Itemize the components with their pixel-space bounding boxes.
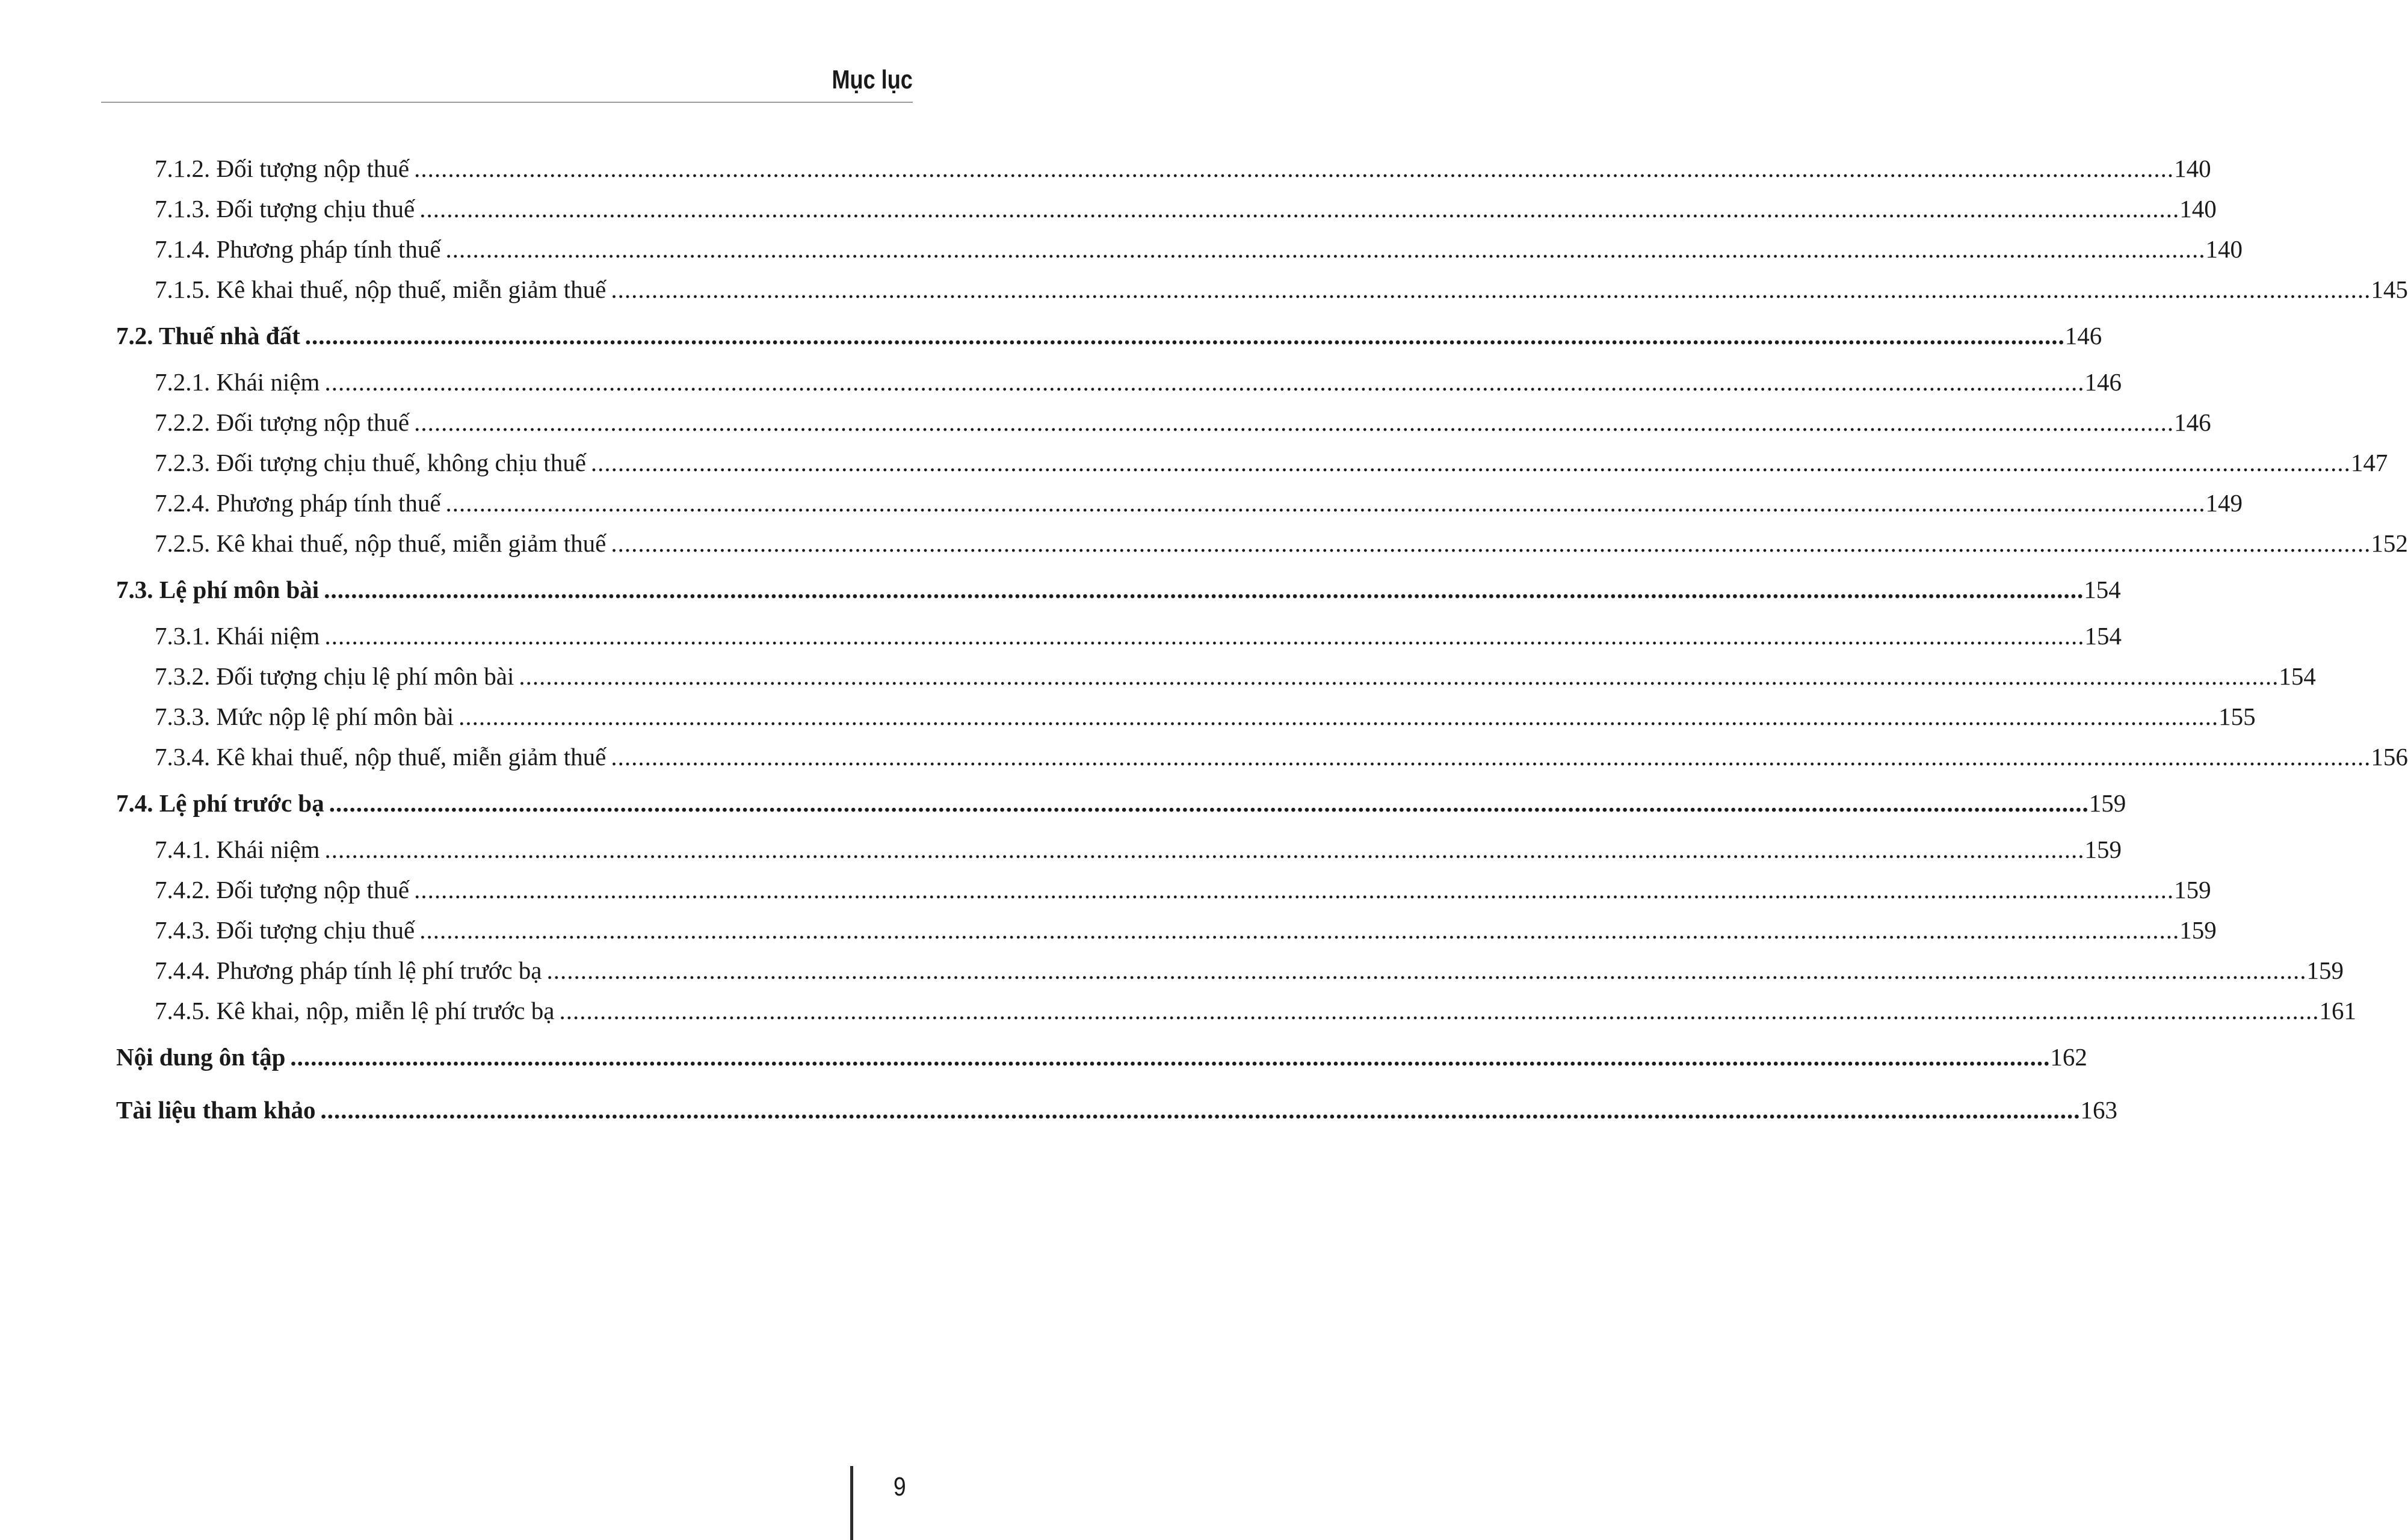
table-of-contents bbox=[116, 153, 2408, 1141]
toc-entry[interactable] bbox=[116, 955, 2344, 985]
toc-entry-page: 152 bbox=[2371, 529, 2408, 557]
toc-entry[interactable] bbox=[116, 407, 2211, 437]
toc-entry[interactable] bbox=[116, 234, 2243, 264]
toc-entry[interactable] bbox=[116, 621, 2122, 651]
dot-leader: .................................................................................................................................................................................................................................................................... bbox=[324, 622, 2085, 650]
toc-entry-page: 156 bbox=[2371, 743, 2408, 771]
toc-entry-label: 7.3.4. Kê khai thuế, nộp thuế, miễn giảm thuế bbox=[155, 742, 611, 772]
dot-leader: .................................................................................................................................................................................................................................................................... bbox=[414, 876, 2175, 904]
dot-leader: .................................................................................................................................................................................................................................................................... bbox=[611, 276, 2371, 303]
toc-entry-page: 159 bbox=[2306, 956, 2344, 984]
toc-entry-page: 154 bbox=[2084, 576, 2121, 603]
dot-leader: .................................................................................................................................................................................................................................................................... bbox=[445, 235, 2206, 263]
toc-entry[interactable] bbox=[116, 528, 2408, 558]
toc-entry-page: 159 bbox=[2179, 916, 2217, 944]
toc-entry-label: 7.3.1. Khái niệm bbox=[155, 621, 324, 651]
toc-entry-page: 146 bbox=[2084, 368, 2122, 396]
toc-entry-page: 162 bbox=[2050, 1043, 2087, 1071]
toc-entry-label: 7.3.3. Mức nộp lệ phí môn bài bbox=[155, 701, 458, 732]
toc-section-entry[interactable] bbox=[116, 574, 2121, 605]
footer-vertical-rule bbox=[850, 1466, 853, 1540]
dot-leader: .................................................................................................................................................................................................................................................................... bbox=[324, 576, 2084, 603]
toc-entry[interactable] bbox=[116, 742, 2408, 772]
toc-entry-label: 7.2.2. Đối tượng nộp thuế bbox=[155, 407, 414, 437]
dot-leader: .................................................................................................................................................................................................................................................................... bbox=[445, 489, 2206, 517]
dot-leader: .................................................................................................................................................................................................................................................................... bbox=[414, 408, 2175, 436]
toc-entry[interactable] bbox=[116, 194, 2217, 224]
dot-leader: .................................................................................................................................................................................................................................................................... bbox=[290, 1043, 2051, 1071]
toc-entry[interactable] bbox=[116, 915, 2217, 945]
toc-entry-label: 7.1.5. Kê khai thuế, nộp thuế, miễn giảm thuế bbox=[155, 274, 611, 304]
toc-entry[interactable] bbox=[116, 448, 2388, 478]
toc-entry-page: 140 bbox=[2179, 195, 2217, 223]
dot-leader: .................................................................................................................................................................................................................................................................... bbox=[419, 195, 2180, 223]
toc-entry-label: 7.3.2. Đối tượng chịu lệ phí môn bài bbox=[155, 661, 519, 691]
toc-entry-label: Tài liệu tham khảo bbox=[116, 1095, 320, 1125]
toc-entry-page: 154 bbox=[2084, 622, 2122, 650]
toc-entry-label: 7.4.3. Đối tượng chịu thuế bbox=[155, 915, 419, 945]
toc-entry[interactable] bbox=[116, 661, 2316, 691]
dot-leader: .................................................................................................................................................................................................................................................................... bbox=[590, 449, 2351, 476]
toc-entry[interactable] bbox=[116, 834, 2122, 864]
toc-entry-label: 7.1.4. Phương pháp tính thuế bbox=[155, 234, 446, 264]
dot-leader: .................................................................................................................................................................................................................................................................... bbox=[519, 662, 2279, 690]
toc-section-entry[interactable] bbox=[116, 788, 2126, 818]
toc-section-entry[interactable] bbox=[116, 321, 2102, 351]
toc-entry[interactable] bbox=[116, 488, 2243, 518]
toc-entry-label: 7.4.4. Phương pháp tính lệ phí trước bạ bbox=[155, 955, 547, 985]
toc-entry-label: 7.2.5. Kê khai thuế, nộp thuế, miễn giảm thuế bbox=[155, 528, 611, 558]
dot-leader: .................................................................................................................................................................................................................................................................... bbox=[324, 836, 2085, 863]
header-rule bbox=[101, 102, 913, 103]
toc-entry-page: 140 bbox=[2174, 155, 2211, 182]
toc-entry-page: 146 bbox=[2174, 408, 2211, 436]
dot-leader: .................................................................................................................................................................................................................................................................... bbox=[419, 916, 2180, 944]
toc-entry-page: 159 bbox=[2174, 876, 2211, 904]
toc-entry[interactable] bbox=[116, 274, 2408, 304]
toc-entry-page: 146 bbox=[2064, 322, 2102, 350]
toc-entry-label: 7.3. Lệ phí môn bài bbox=[116, 574, 324, 605]
toc-entry-label: 7.1.2. Đối tượng nộp thuế bbox=[155, 153, 414, 183]
toc-entry-label: 7.4. Lệ phí trước bạ bbox=[116, 788, 329, 818]
toc-entry-page: 140 bbox=[2205, 235, 2243, 263]
toc-entry-page: 154 bbox=[2279, 662, 2316, 690]
dot-leader: .................................................................................................................................................................................................................................................................... bbox=[329, 789, 2089, 817]
toc-entry-label: 7.1.3. Đối tượng chịu thuế bbox=[155, 194, 419, 224]
toc-entry-page: 155 bbox=[2218, 703, 2256, 730]
toc-entry[interactable] bbox=[116, 875, 2211, 905]
dot-leader: .................................................................................................................................................................................................................................................................... bbox=[414, 155, 2175, 182]
dot-leader: .................................................................................................................................................................................................................................................................... bbox=[559, 997, 2320, 1024]
toc-entry-label: 7.4.5. Kê khai, nộp, miễn lệ phí trước bạ bbox=[155, 996, 559, 1026]
toc-entry-page: 163 bbox=[2080, 1096, 2117, 1124]
toc-entry-page: 159 bbox=[2084, 836, 2122, 863]
toc-entry-label: 7.4.1. Khái niệm bbox=[155, 834, 324, 864]
dot-leader: .................................................................................................................................................................................................................................................................... bbox=[320, 1096, 2081, 1124]
toc-section-entry[interactable] bbox=[116, 1042, 2087, 1072]
dot-leader: .................................................................................................................................................................................................................................................................... bbox=[611, 743, 2371, 771]
toc-entry-page: 161 bbox=[2319, 997, 2356, 1024]
toc-section-entry[interactable] bbox=[116, 1095, 2117, 1125]
dot-leader: .................................................................................................................................................................................................................................................................... bbox=[458, 703, 2219, 730]
toc-entry-label: 7.4.2. Đối tượng nộp thuế bbox=[155, 875, 414, 905]
toc-entry-label: 7.2. Thuế nhà đất bbox=[116, 321, 305, 351]
toc-entry-page: 145 bbox=[2371, 276, 2408, 303]
toc-entry[interactable] bbox=[116, 996, 2356, 1026]
toc-entry-label: Nội dung ôn tập bbox=[116, 1042, 290, 1072]
toc-entry[interactable] bbox=[116, 701, 2256, 732]
dot-leader: .................................................................................................................................................................................................................................................................... bbox=[611, 529, 2371, 557]
dot-leader: .................................................................................................................................................................................................................................................................... bbox=[304, 322, 2065, 350]
toc-entry[interactable] bbox=[116, 153, 2211, 183]
toc-entry-label: 7.2.4. Phương pháp tính thuế bbox=[155, 488, 446, 518]
toc-entry-page: 147 bbox=[2350, 449, 2388, 476]
page-number: 9 bbox=[893, 1472, 906, 1502]
toc-entry-label: 7.2.3. Đối tượng chịu thuế, không chịu thuế bbox=[155, 448, 591, 478]
toc-entry-page: 149 bbox=[2205, 489, 2243, 517]
dot-leader: .................................................................................................................................................................................................................................................................... bbox=[324, 368, 2085, 396]
dot-leader: .................................................................................................................................................................................................................................................................... bbox=[546, 956, 2307, 984]
page-header-title: Mục lục bbox=[832, 65, 913, 94]
toc-entry-label: 7.2.1. Khái niệm bbox=[155, 367, 324, 397]
toc-entry-page: 159 bbox=[2088, 789, 2126, 817]
toc-entry[interactable] bbox=[116, 367, 2122, 397]
